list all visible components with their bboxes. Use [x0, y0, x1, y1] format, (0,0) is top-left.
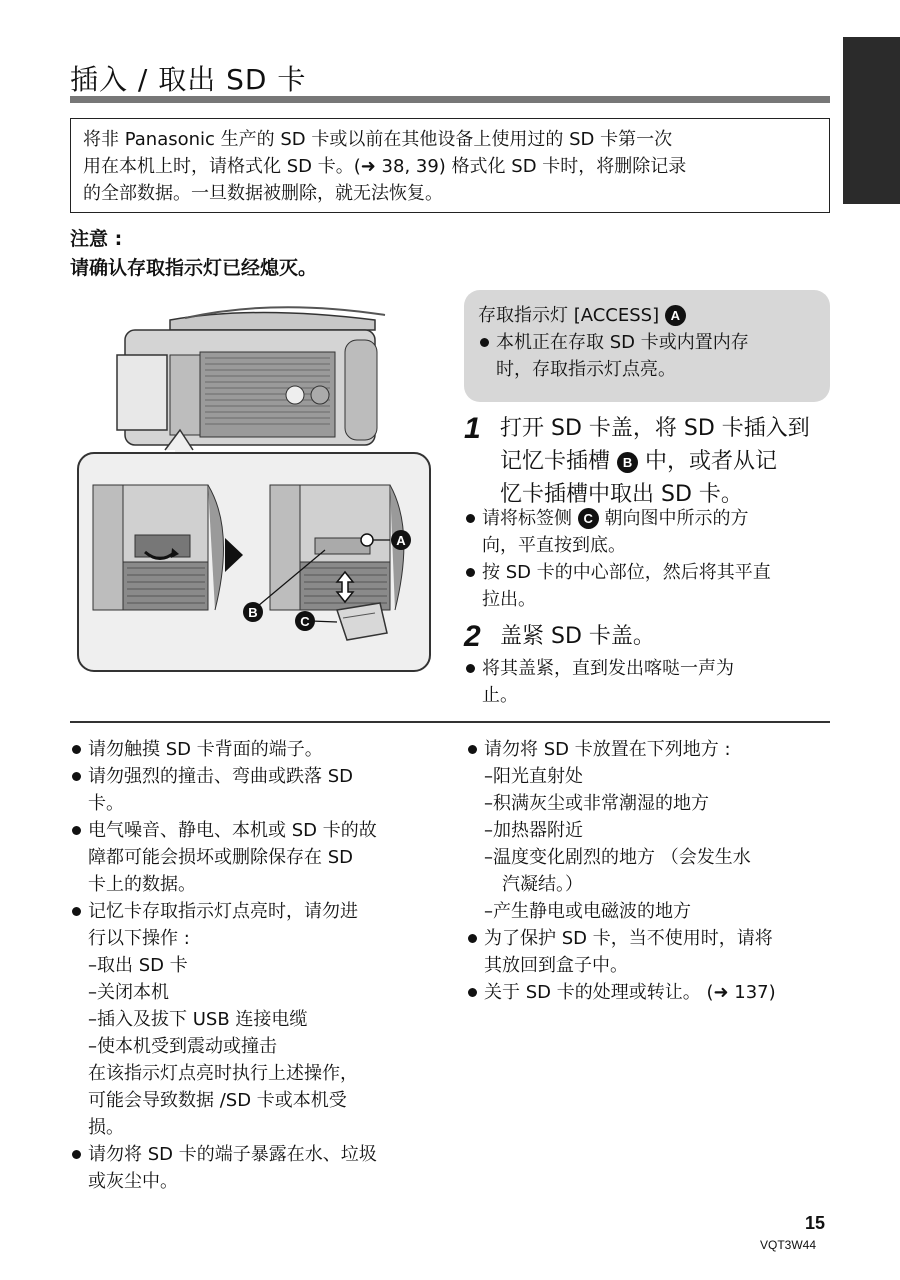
page-number: 15 — [805, 1213, 826, 1233]
note-item — [70, 1141, 450, 1195]
step-1-line-part: 中，或者从记 — [645, 449, 778, 474]
step-1-line-part: 记忆卡插槽 — [500, 449, 611, 474]
section-edge-tab — [843, 37, 900, 204]
warning-line: 将非 Panasonic 生产的 SD 卡或以前在其他设备上使用过的 SD 卡第一次 — [83, 129, 673, 150]
note-line: 障都可能会损坏或删除保存在 SD — [88, 847, 354, 868]
note-item — [70, 763, 450, 817]
section-divider — [70, 721, 830, 723]
step-2 — [464, 620, 655, 653]
note-item: 关于 SD 卡的处理或转让。 (➜ 137) — [466, 979, 836, 1006]
document-code: VQT3W44 — [760, 1238, 817, 1252]
step-1-line: 打开 SD 卡盖，将 SD 卡插入到 — [500, 416, 810, 441]
note-line: 卡。 — [88, 793, 124, 814]
dash-item: –阳光直射处 — [484, 766, 583, 787]
step-1-note — [464, 559, 834, 613]
dash-item: –插入及拔下 USB 连接电缆 — [88, 1009, 308, 1030]
handling-notes-left — [70, 736, 450, 1195]
step-1-notes — [464, 505, 834, 613]
note-line: 损。 — [88, 1117, 124, 1138]
access-title-text: 存取指示灯 [ACCESS] — [478, 305, 660, 326]
caution-label: 注意 : — [70, 228, 123, 250]
access-lamp-title — [478, 302, 816, 329]
step-number: 1 — [464, 412, 481, 445]
camcorder-drawing — [117, 307, 385, 445]
note-line: 请勿强烈的撞击、弯曲或跌落 SD — [88, 766, 354, 787]
note-line: 将其盖紧，直到发出喀哒一声为 — [482, 658, 734, 679]
note-line: 向，平直按到底。 — [482, 535, 626, 556]
step-1-line — [500, 445, 810, 478]
access-bullet-line: 本机正在存取 SD 卡或内置内存 — [496, 332, 749, 353]
note-line — [482, 505, 834, 532]
dash-item: –使本机受到震动或撞击 — [88, 1036, 277, 1057]
note-item: 请勿将 SD 卡放置在下列地方 : — [466, 736, 836, 763]
badge-b-icon: B — [617, 452, 638, 473]
note-part: 朝向图中所示的方 — [604, 508, 749, 529]
title-rule — [70, 96, 830, 103]
note-line: 请勿将 SD 卡的端子暴露在水、垃圾 — [88, 1144, 377, 1165]
illus-label-b: B — [248, 605, 258, 620]
illus-label-a: A — [396, 533, 406, 548]
step-2-line: 盖紧 SD 卡盖。 — [500, 624, 655, 649]
access-bullet — [478, 329, 816, 383]
note-line: 其放回到盒子中。 — [484, 955, 628, 976]
step-1 — [464, 412, 810, 511]
note-item — [70, 817, 450, 898]
page-title: 插入 / 取出 SD 卡 — [70, 63, 307, 96]
sd-card-insertion-illustration — [75, 300, 435, 675]
warning-line: 的全部数据。一旦数据被删除，就无法恢复。 — [83, 183, 443, 204]
badge-c-icon: C — [578, 508, 599, 529]
note-item: 请勿触摸 SD 卡背面的端子。 — [70, 736, 450, 763]
step-2-note — [464, 655, 834, 709]
dash-item: –积满灰尘或非常潮湿的地方 — [484, 793, 709, 814]
note-line: 或灰尘中。 — [88, 1171, 178, 1192]
note-line: 行以下操作 : — [88, 928, 190, 949]
caution-block — [70, 225, 317, 283]
note-line: 为了保护 SD 卡，当不使用时，请将 — [484, 928, 773, 949]
note-line: 可能会导致数据 /SD 卡或本机受 — [88, 1090, 347, 1111]
note-part: 请将标签侧 — [482, 508, 572, 529]
note-item — [70, 898, 450, 952]
dash-item: –取出 SD 卡 — [88, 955, 188, 976]
note-line: 拉出。 — [482, 589, 536, 610]
step-1-note — [464, 505, 834, 559]
warning-line: 用在本机上时，请格式化 SD 卡。(➜ 38, 39) 格式化 SD 卡时，将删除记录 — [83, 156, 687, 177]
step-1-line: 忆卡插槽中取出 SD 卡。 — [500, 482, 743, 507]
note-line: 卡上的数据。 — [88, 874, 196, 895]
note-line: 电气噪音、静电、本机或 SD 卡的故 — [88, 820, 377, 841]
slot-closeup-before — [93, 485, 224, 610]
badge-a-icon: A — [665, 305, 686, 326]
illus-label-c: C — [300, 614, 310, 629]
dash-item: –加热器附近 — [484, 820, 583, 841]
note-line: 止。 — [482, 685, 518, 706]
handling-notes-right — [466, 736, 836, 1006]
step-2-notes — [464, 655, 834, 709]
format-warning-box — [70, 118, 830, 213]
caution-text: 请确认存取指示灯已经熄灭。 — [70, 257, 318, 279]
step-number: 2 — [464, 620, 481, 653]
access-lamp-info — [464, 290, 830, 402]
dash-item: –产生静电或电磁波的地方 — [484, 901, 691, 922]
note-item — [466, 925, 836, 979]
access-bullet-line: 时，存取指示灯点亮。 — [496, 359, 676, 380]
dash-item-continued: 汽凝结。） — [502, 874, 583, 895]
dash-item: –关闭本机 — [88, 982, 169, 1003]
note-line: 记忆卡存取指示灯点亮时，请勿进 — [88, 901, 358, 922]
note-line: 在该指示灯点亮时执行上述操作， — [88, 1063, 358, 1084]
note-line: 按 SD 卡的中心部位，然后将其平直 — [482, 562, 771, 583]
dash-item: –温度变化剧烈的地方 （会发生水 — [484, 847, 751, 868]
